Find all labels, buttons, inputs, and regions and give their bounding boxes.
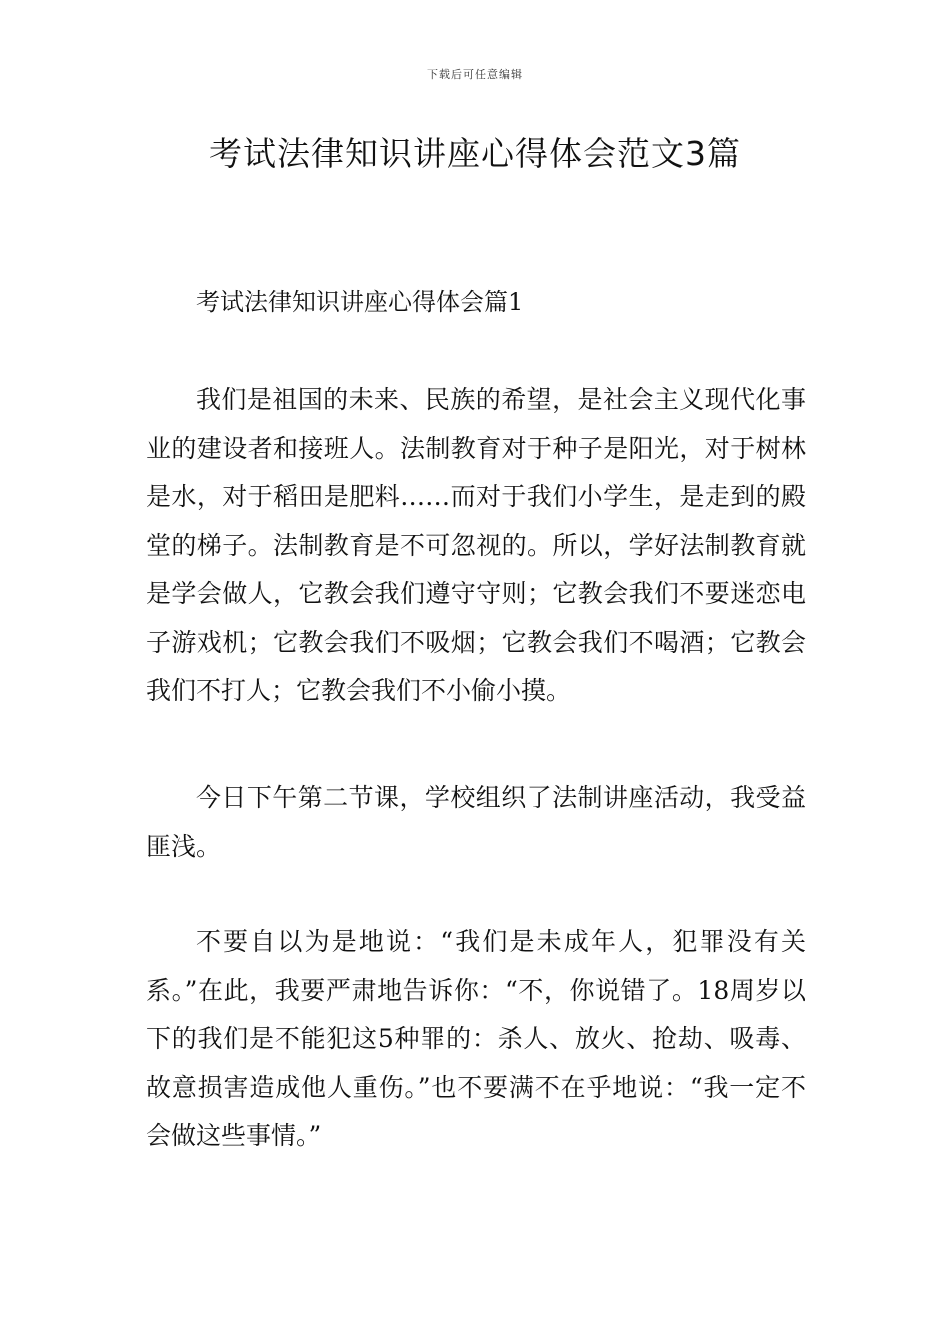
paragraph-3: 不要自以为是地说：“我们是未成年人，犯罪没有关系。”在此，我要严肃地告诉你：“不，你说错了。18周岁以下的我们是不能犯这5种罪的：杀人、放火、抢劫、吸毒、故意损害造成他人重伤。”也不要满不在乎地说：“我一定不会做这些事情。” (146, 927, 806, 1150)
document-title: 考试法律知识讲座心得体会范文3篇 (209, 134, 741, 173)
paragraph-2: 今日下午第二节课，学校组织了法制讲座活动，我受益匪浅。 (146, 783, 806, 861)
paragraph-1: 我们是祖国的未来、民族的希望，是社会主义现代化事业的建设者和接班人。法制教育对于种子是阳光，对于树林是水，对于稻田是肥料……而对于我们小学生，是走到的殿堂的梯子。法制教育是不可忽视的。所以，学好法制教育就是学会做人，它教会我们遵守守则；它教会我们不要迷恋电子游戏机；它教会我们不吸烟；它教会我们不喝酒；它教会我们不打人；它教会我们不小偷小摸。 (146, 385, 806, 705)
section-heading: 考试法律知识讲座心得体会篇1 (196, 288, 524, 316)
header-note: 下载后可任意编辑 (427, 68, 523, 81)
